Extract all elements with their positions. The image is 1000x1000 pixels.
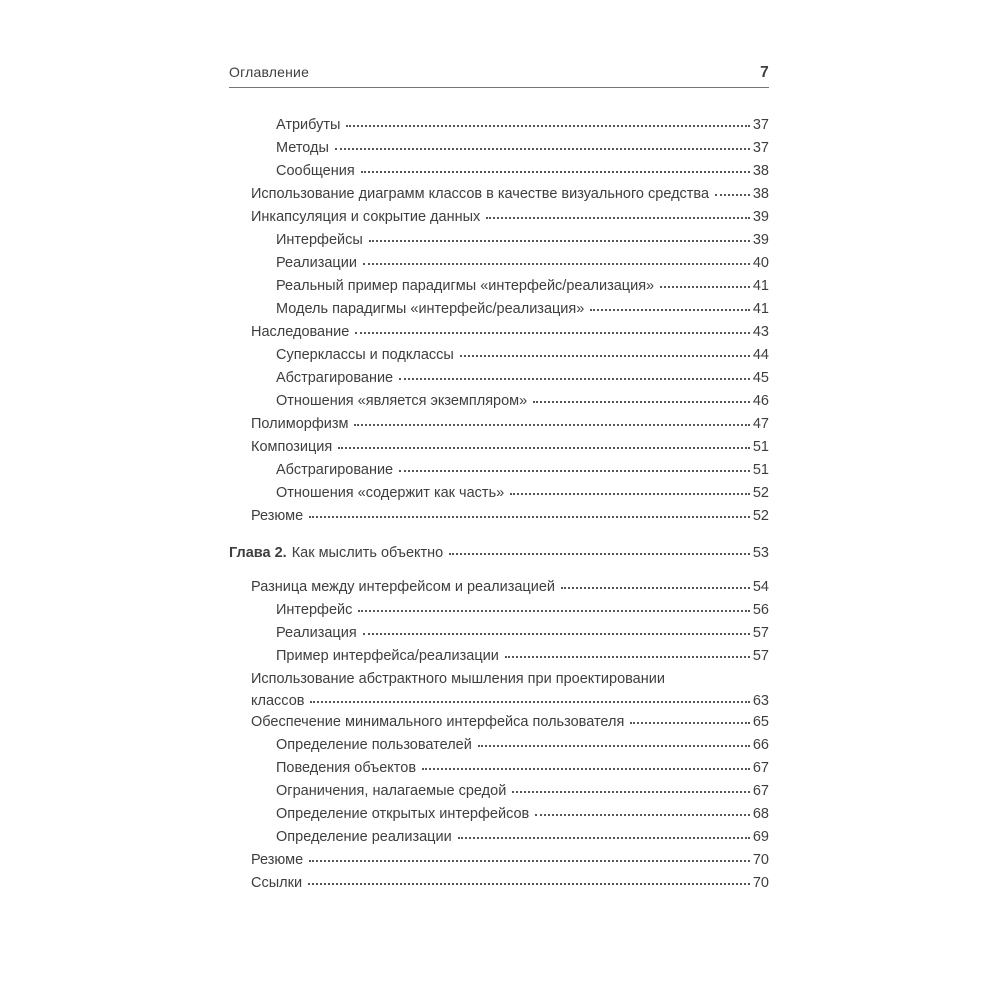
dot-leader (486, 217, 750, 219)
toc-entry (229, 622, 769, 645)
toc-entry (229, 645, 769, 668)
toc-entry-label: Инкапсуляция и сокрытие данных (251, 209, 481, 225)
dot-leader (630, 722, 750, 724)
toc-entry-label: Определение пользователей (276, 737, 472, 753)
toc-entry-page-number: 52 (752, 508, 769, 524)
toc-entry (229, 413, 769, 436)
toc-entry (229, 599, 769, 622)
toc-entry-label: Интерфейс (276, 602, 353, 618)
dot-leader (399, 378, 750, 380)
toc-entry-label: Сообщения (276, 163, 355, 179)
toc-entry-page-number: 67 (752, 760, 769, 776)
dot-leader (358, 610, 749, 612)
toc-entry-label: Композиция (251, 439, 333, 455)
toc-entry (229, 505, 769, 528)
toc-entry-label: Разница между интерфейсом и реализацией (251, 579, 555, 595)
toc-entry-page-number: 38 (752, 186, 769, 202)
toc-entry (229, 734, 769, 757)
toc-entry-page-number: 63 (752, 693, 769, 709)
toc-entry-label: Пример интерфейса/реализации (276, 648, 499, 664)
toc-entry-page-number: 69 (752, 829, 769, 845)
toc-entry-page-number: 67 (752, 783, 769, 799)
toc-entry-page-number: 65 (752, 714, 769, 730)
toc-entry-page-number: 51 (752, 439, 769, 455)
toc-entry (229, 390, 769, 413)
toc-entry (229, 849, 769, 872)
toc-entry (229, 826, 769, 849)
toc-entry-page-number: 47 (752, 416, 769, 432)
toc-entry (229, 576, 769, 599)
toc-entry (229, 803, 769, 826)
toc-entry-label: Абстрагирование (276, 370, 394, 386)
toc-entry-label: Реализации (276, 255, 357, 271)
toc-entry-page-number: 51 (752, 462, 769, 478)
dot-leader (399, 470, 750, 472)
dot-leader (660, 286, 750, 288)
dot-leader (460, 355, 750, 357)
toc-entry-page-number: 66 (752, 737, 769, 753)
toc-entry-label: Абстрагирование (276, 462, 394, 478)
dot-leader (533, 401, 750, 403)
toc-entry (229, 780, 769, 803)
toc-entry-page-number: 45 (752, 370, 769, 386)
toc-entry (229, 206, 769, 229)
running-header (229, 0, 769, 82)
toc-entry-page-number: 39 (752, 209, 769, 225)
toc-entry-page-number: 44 (752, 347, 769, 363)
toc-entry (229, 482, 769, 505)
toc-entry (229, 711, 769, 734)
toc-entry-label: Интерфейсы (276, 232, 363, 248)
toc-entry-label: Резюме (251, 508, 304, 524)
toc-entry-label: Суперклассы и подклассы (276, 347, 454, 363)
toc-entry (229, 459, 769, 482)
toc-entry (229, 137, 769, 160)
toc-entry (229, 252, 769, 275)
toc-entry-page-number: 57 (752, 625, 769, 641)
toc-entry-page-number: 53 (752, 545, 769, 561)
toc-entry-label: Как мыслить объектно (291, 545, 444, 561)
dot-leader (505, 656, 750, 658)
dot-leader (310, 701, 749, 703)
dot-leader (363, 633, 750, 635)
toc-entry (229, 229, 769, 252)
toc-entry-page-number: 38 (752, 163, 769, 179)
toc-entry-page-number: 43 (752, 324, 769, 340)
toc-entry-label: Ограничения, налагаемые средой (276, 783, 507, 799)
toc-entry (229, 298, 769, 321)
toc-entry-page-number: 54 (752, 579, 769, 595)
toc-entry-page-number: 40 (752, 255, 769, 271)
toc-entry-page-number: 57 (752, 648, 769, 664)
dot-leader (561, 587, 750, 589)
dot-leader (363, 263, 750, 265)
dot-leader (309, 860, 750, 862)
toc-entry (229, 183, 769, 206)
toc-entry-page-number: 70 (752, 852, 769, 868)
toc-entry-page-number: 46 (752, 393, 769, 409)
dot-leader (715, 194, 750, 196)
toc-chapter-entry (229, 542, 769, 565)
dot-leader (510, 493, 750, 495)
toc-entry-label: Отношения «является экземпляром» (276, 393, 528, 409)
toc-entry-page-number: 41 (752, 278, 769, 294)
toc-entry-page-number: 37 (752, 140, 769, 156)
dot-leader (422, 768, 750, 770)
dot-leader (308, 883, 750, 885)
toc-entry-page-number: 39 (752, 232, 769, 248)
toc-entry-label: Атрибуты (276, 117, 341, 133)
toc-entry-page-number: 37 (752, 117, 769, 133)
toc-entry (229, 160, 769, 183)
toc-entry-page-number: 68 (752, 806, 769, 822)
toc-entry-label: Отношения «содержит как часть» (276, 485, 505, 501)
toc-entry-label: Модель парадигмы «интерфейс/реализация» (276, 301, 585, 317)
chapter-prefix: Глава 2. (229, 545, 287, 561)
running-header-page-number: 7 (760, 64, 769, 81)
toc-entry-label: Обеспечение минимального интерфейса пользователя (251, 714, 625, 730)
toc-list (229, 114, 769, 895)
toc-entry-label: Ссылки (251, 875, 303, 891)
toc-entry-label: Определение открытых интерфейсов (276, 806, 530, 822)
dot-leader (369, 240, 750, 242)
toc-entry-page-number: 41 (752, 301, 769, 317)
toc-entry (229, 367, 769, 390)
toc-entry-label: Использование диаграмм классов в качестве визуального средства (251, 186, 710, 202)
toc-entry (229, 275, 769, 298)
dot-leader (309, 516, 750, 518)
toc-entry (229, 436, 769, 459)
running-header-title: Оглавление (229, 64, 310, 80)
toc-entry-label: Определение реализации (276, 829, 452, 845)
toc-entry-label: Полиморфизм (251, 416, 349, 432)
toc-page (229, 0, 769, 895)
toc-entry-page-number: 56 (752, 602, 769, 618)
toc-entry-label: Методы (276, 140, 329, 156)
dot-leader (458, 837, 750, 839)
dot-leader (354, 424, 749, 426)
toc-entry (229, 757, 769, 780)
dot-leader (512, 791, 750, 793)
dot-leader (590, 309, 750, 311)
dot-leader (346, 125, 749, 127)
toc-entry (229, 872, 769, 895)
toc-entry (229, 114, 769, 137)
toc-entry-label: Резюме (251, 852, 304, 868)
toc-entry-page-number: 52 (752, 485, 769, 501)
toc-entry (229, 691, 769, 711)
dot-leader (449, 553, 750, 555)
toc-entry (229, 668, 769, 691)
dot-leader (338, 447, 750, 449)
toc-entry (229, 344, 769, 367)
dot-leader (535, 814, 750, 816)
toc-entry-label: Реальный пример парадигмы «интерфейс/реализация» (276, 278, 655, 294)
header-rule (229, 87, 769, 88)
toc-entry-label: Поведения объектов (276, 760, 417, 776)
toc-entry-page-number: 70 (752, 875, 769, 891)
dot-leader (478, 745, 750, 747)
toc-entry-label: Реализация (276, 625, 357, 641)
dot-leader (361, 171, 750, 173)
toc-entry-label: классов (251, 693, 305, 709)
toc-entry (229, 321, 769, 344)
toc-entry-label: Наследование (251, 324, 350, 340)
dot-leader (335, 148, 750, 150)
toc-entry-label: Использование абстрактного мышления при проектировании (251, 671, 665, 687)
dot-leader (355, 332, 750, 334)
